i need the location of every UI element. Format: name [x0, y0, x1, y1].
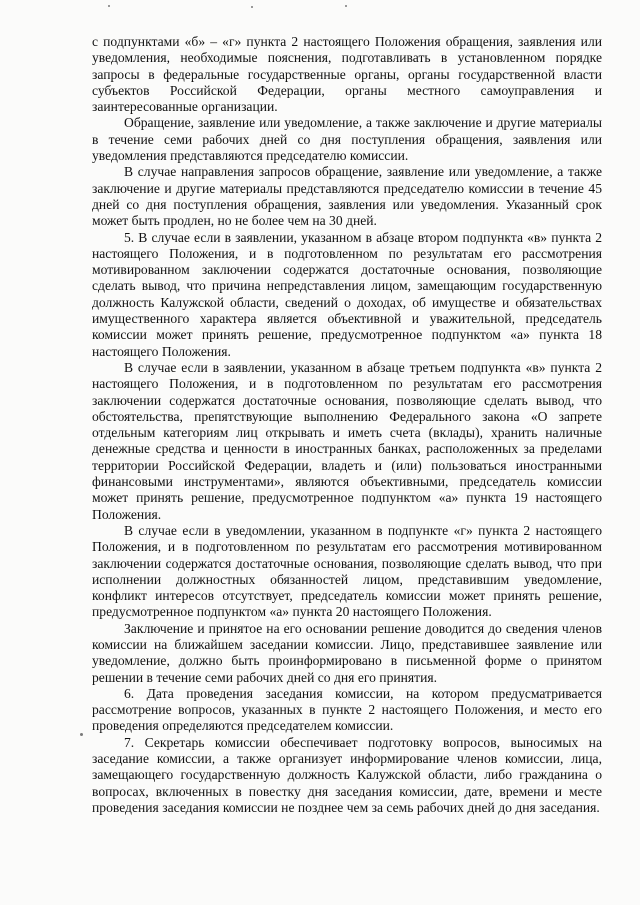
scan-speck [108, 5, 110, 7]
paragraph-submission: Обращение, заявление или уведомление, а также заключение и другие материалы в течение семи рабочих дней со дня поступления обращения, заявления или уведомления представляются председателю комиссии. [92, 115, 602, 164]
scan-speck [251, 6, 253, 8]
document-body [92, 34, 602, 816]
paragraph-decision-notice: Заключение и принятое на его основании решение доводится до сведения членов комиссии на ближайшем заседании комиссии. Лицо, представившее заявление или уведомление, должно быть проинформировано в письменной форме о принятом решении в течение семи рабочих дней со дня его принятия. [92, 620, 602, 685]
paragraph-item-5: 5. В случае если в заявлении, указанном в абзаце втором подпункта «в» пункта 2 настоящего Положения, и в подготовленном по результатам его рассмотрения мотивированном заключении содержатся достаточные основания, позволяющие сделать вывод, что причина непредставления лицом, замещающим государственную должность Калужской области, сведений о доходах, об имуществе и обязательствах имущественного характера является объективной и уважительной, председатель комиссии может принять решение, предусмотренное подпунктом «а» пункта 18 настоящего Положения. [92, 229, 602, 359]
paragraph-foreign-accounts: В случае если в заявлении, указанном в абзаце третьем подпункта «в» пункта 2 настоящего Положения, и в подготовленном по результатам его рассмотрения заключении содержатся достаточные основания, позволяющие сделать вывод, что обстоятельства, препятствующие выполнению Федерального закона «О запрете отдельным категориям лиц открывать и иметь счета (вклады), хранить наличные денежные средства и ценности в иностранных банках, расположенных за пределами территории Российской Федерации, владеть и (или) пользоваться иностранными финансовыми инструментами», являются объективными, председатель комиссии может принять решение, предусмотренное подпунктом «а» пункта 19 настоящего Положения. [92, 359, 602, 522]
paragraph-requests-deadline: В случае направления запросов обращение, заявление или уведомление, а также заключение и другие материалы представляются председателю комиссии в течение 45 дней со дня поступления обращения, заявления или уведомления. Указанный срок может быть продлен, но не более чем на 30 дней. [92, 164, 602, 229]
paragraph-item-7: 7. Секретарь комиссии обеспечивает подготовку вопросов, выносимых на заседание комиссии, а также организует информирование членов комиссии, лица, замещающего государственную должность Калужской области, либо гражданина о вопросах, включенных в повестку дня заседания комиссии, дате, времени и месте проведения заседания комиссии не позднее чем за семь рабочих дней до дня заседания. [92, 734, 602, 815]
paragraph-conflict-of-interest: В случае если в уведомлении, указанном в подпункте «г» пункта 2 настоящего Положения, и в подготовленном по результатам его рассмотрения мотивированном заключении содержатся достаточные основания, позволяющие сделать вывод, что при исполнении должностных обязанностей лицом, представившим уведомление, конфликт интересов отсутствует, председатель комиссии может принять решение, предусмотренное подпунктом «а» пункта 20 настоящего Положения. [92, 522, 602, 620]
paragraph-item-6: 6. Дата проведения заседания комиссии, на котором предусматривается рассмотрение вопросов, указанных в пункте 2 настоящего Положения, и место его проведения определяются председателем комиссии. [92, 685, 602, 734]
paragraph-continuation: с подпунктами «б» – «г» пункта 2 настоящего Положения обращения, заявления или уведомления, необходимые пояснения, подготавливать в установленном порядке запросы в федеральные государственные органы, органы государственной власти субъектов Российской Федерации, органы местного самоуправления и заинтересованные организации. [92, 34, 602, 115]
scan-speck [80, 733, 83, 736]
scan-speck [345, 5, 347, 7]
